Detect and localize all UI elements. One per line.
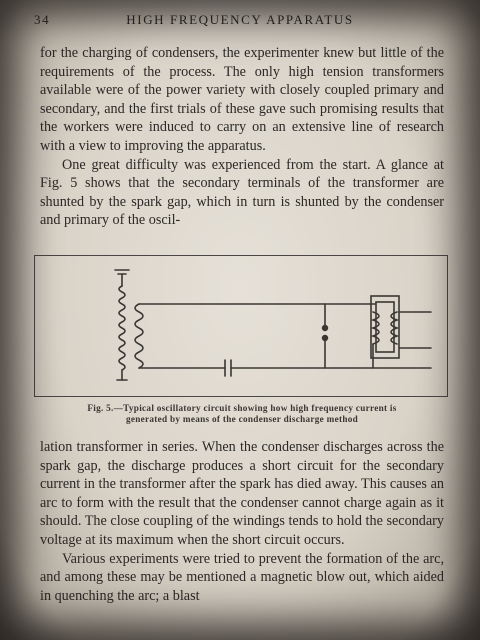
paragraph: for the charging of condensers, the experimenter knew but little of the requirements of the process. The only high tension transformers available were of the power variety with closely coupled primary and secondary, and the first trials of these gave such promising results that the workers were induced to carry on an extensive line of research with a view to improving the apparatus. (40, 45, 444, 154)
figure-caption (40, 403, 444, 425)
oscillatory-circuit-diagram (35, 256, 447, 396)
page-number: 34 (34, 12, 51, 27)
paragraph: lation transformer in series. When the condenser discharges across the spark gap, the discharge produces a short circuit for the secondary current in the transformer after the spark has died away. This causes an arc to form with the result that the condenser cannot charge again as it should. The close coupling of the windings tends to hold the secondary voltage at its maximum when the short circuit occurs. (40, 439, 444, 548)
paragraph: Various experiments were tried to prevent the formation of the arc, and among these may be mentioned a magnetic blow out, which aided in quenching the arc; a blast (40, 550, 444, 604)
page-header (34, 12, 446, 32)
circuit-diagram-figure (34, 255, 448, 397)
running-title: HIGH FREQUENCY APPARATUS (126, 12, 354, 27)
caption-line: generated by means of the condenser discharge method (125, 414, 359, 424)
paragraph: One great difficulty was experienced from the start. A glance at Fig. 5 shows that the secondary terminals of the transformer are shunted by the spark gap, which in turn is shunted by the condenser and primary of the oscil- (40, 156, 444, 229)
lower-text-block (40, 438, 444, 605)
caption-line: Fig. 5.—Typical oscillatory circuit showing how high frequency current is (87, 403, 397, 413)
upper-text-block (40, 44, 444, 230)
